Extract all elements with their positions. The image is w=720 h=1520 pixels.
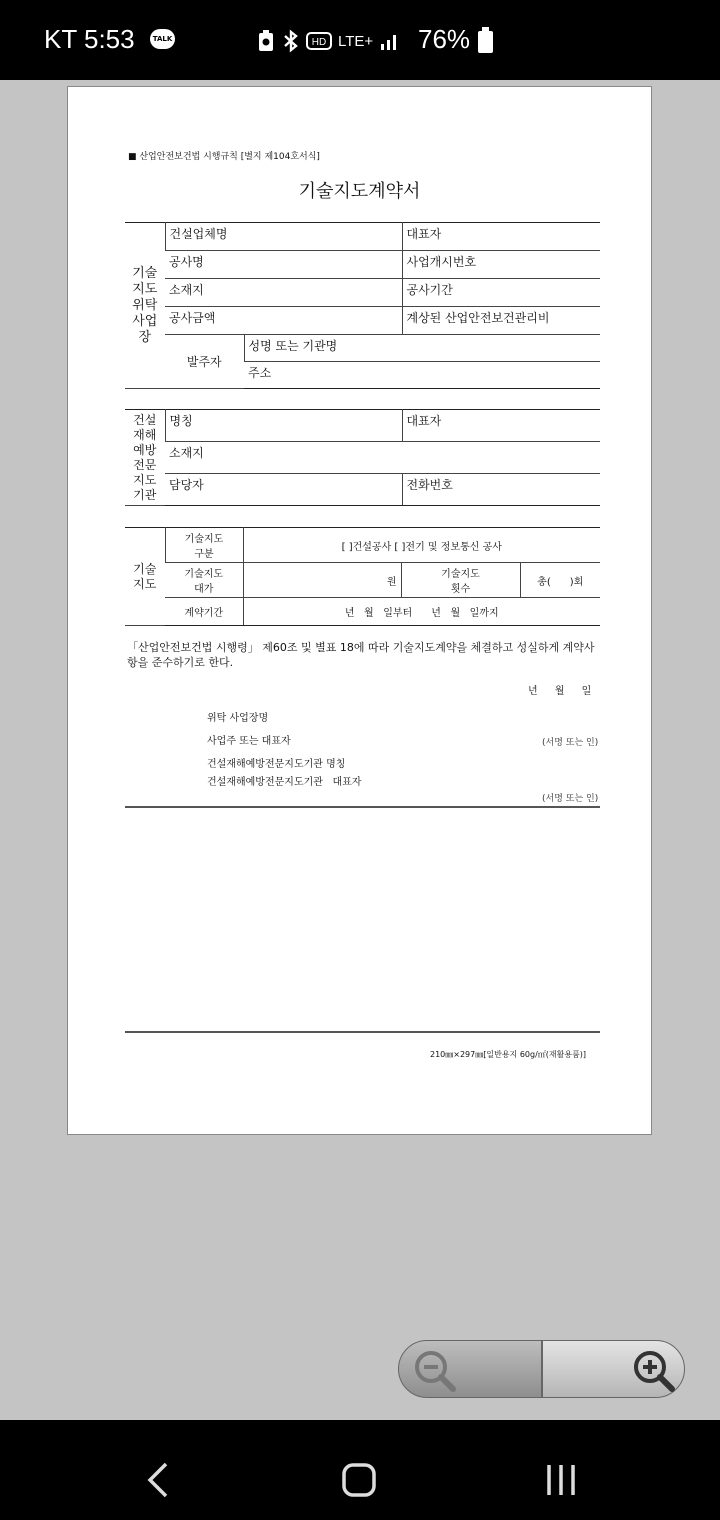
battery-percentage: 76% (418, 24, 471, 54)
zoom-out-button[interactable] (398, 1340, 542, 1398)
battery-saver-icon (256, 30, 276, 52)
form-label: ■ 산업안전보건법 시행규칙 [별지 제104호서식] (128, 152, 320, 162)
agency-location-field: 소재지 (165, 442, 600, 474)
battery-icon (478, 31, 493, 53)
project-name-field: 공사명 (165, 251, 402, 279)
agency-signature-note: (서명 또는 인) (542, 794, 599, 804)
contract-period-label: 계약기간 (165, 598, 243, 626)
zoom-in-icon (626, 1343, 682, 1399)
zoom-in-button[interactable] (542, 1340, 685, 1398)
business-number-field: 사업개시번호 (402, 251, 600, 279)
agency-person-field: 담당자 (165, 474, 402, 506)
home-icon (329, 1450, 389, 1510)
agency-representative-label: 건설재해예방전문지도기관 대표자 (207, 777, 362, 788)
contractor-table (125, 222, 600, 389)
hd-voice-icon (306, 31, 332, 51)
agency-table (125, 409, 600, 506)
count-value: 총( )회 (520, 563, 600, 598)
zoom-out-icon (407, 1343, 463, 1399)
home-button[interactable] (329, 1450, 389, 1510)
section1-heading: 기술지도위탁사업장 (125, 223, 165, 389)
type-label: 기술지도구분 (165, 528, 243, 563)
type-value: [ ]건설공사 [ ]전기 및 정보통신 공사 (243, 528, 600, 563)
signal-icon (379, 30, 401, 52)
svg-text:HD: HD (311, 37, 327, 48)
guidance-table (125, 527, 600, 626)
status-icons (256, 26, 401, 56)
recents-button[interactable] (531, 1450, 591, 1510)
recents-icon (531, 1450, 591, 1510)
back-button[interactable] (128, 1450, 188, 1510)
document-page (67, 86, 652, 1135)
location-field: 소재지 (165, 279, 402, 307)
orderer-label: 발주자 (165, 335, 244, 389)
owner-representative-label: 사업주 또는 대표자 (207, 736, 291, 747)
agency-name-field: 명칭 (165, 410, 402, 442)
bluetooth-icon (282, 29, 300, 53)
zoom-controls (398, 1340, 685, 1400)
section3-heading: 기술지도 (125, 528, 165, 626)
talk-notification-icon: TALK (150, 29, 175, 49)
orderer-name-field: 성명 또는 기관명 (244, 335, 600, 362)
period-field: 공사기간 (402, 279, 600, 307)
site-name-label: 위탁 사업장명 (207, 713, 269, 724)
fee-label: 기술지도대가 (165, 563, 243, 598)
status-time: KT 5:53 (44, 24, 135, 54)
agreement-text: 「산업안전보건법 시행령」 제60조 및 별표 18에 따라 기술지도계약을 체결하고 성실하게 계약사항을 준수하기로 한다. (127, 641, 595, 669)
company-field: 건설업체명 (165, 223, 402, 251)
amount-field: 공사금액 (165, 307, 402, 335)
safety-cost-field: 계상된 산업안전보건관리비 (402, 307, 600, 335)
signature-divider (125, 806, 600, 808)
date-line: 년 월 일 (528, 686, 592, 697)
footer-divider (125, 1031, 600, 1033)
orderer-address-field: 주소 (244, 362, 600, 389)
agency-representative-field: 대표자 (402, 410, 600, 442)
navigation-bar (0, 1420, 720, 1520)
representative-field: 대표자 (402, 223, 600, 251)
fee-unit: 원 (243, 563, 401, 598)
section2-heading: 건설재해예방전문지도기관 (125, 410, 165, 506)
paper-spec-note: 210㎜×297㎜[일반용지 60g/㎡(재활용품)] (430, 1050, 587, 1059)
agency-name-label: 건설재해예방전문지도기관 명칭 (207, 759, 346, 770)
status-bar (0, 0, 720, 80)
agency-phone-field: 전화번호 (402, 474, 600, 506)
back-icon (128, 1450, 188, 1510)
owner-signature-note: (서명 또는 인) (542, 738, 599, 748)
count-label: 기술지도횟수 (401, 563, 520, 598)
network-type: LTE+ (338, 32, 374, 50)
document-title: 기술지도계약서 (298, 181, 421, 202)
contract-period-value: 년 월 일부터 년 월 일까지 (243, 598, 600, 626)
